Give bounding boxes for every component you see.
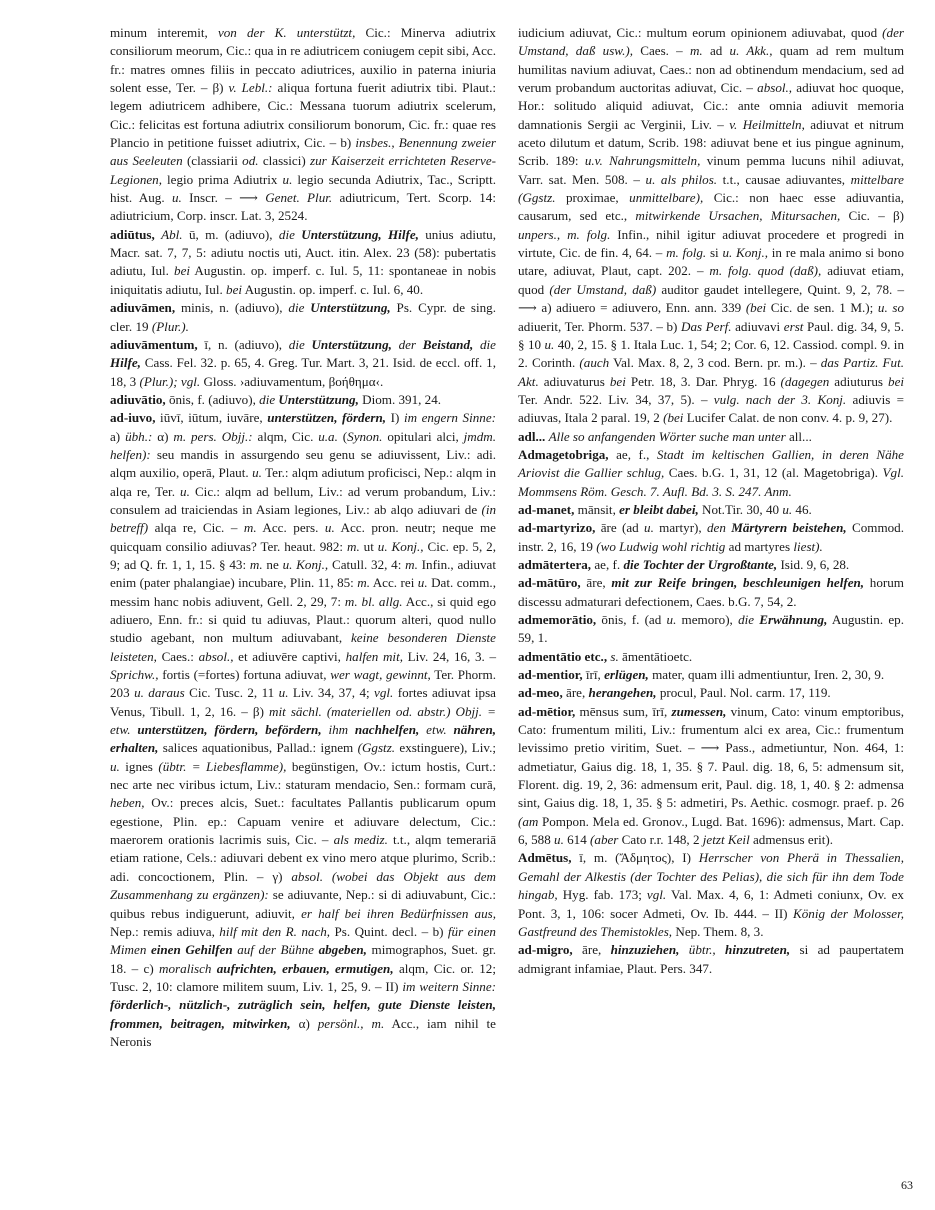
dictionary-entry: adiuvātio, ōnis, f. (adiuvo), die Unterstützung, Diom. 391, 24.: [110, 391, 442, 407]
dictionary-entry: admemorātio, ōnis, f. (ad u. memoro), die Erwähnung, Augustin. ep. 59, 1.: [518, 612, 904, 646]
dictionary-entry: adiuvāmen, minis, n. (adiuvo), die Unterstützung, Ps. Cypr. de sing. cler. 19 (Plur.).: [110, 300, 496, 334]
dictionary-entry: Admagetobriga, ae, f., Stadt im keltischen Gallien, in deren Nähe Ariovist die Gallier schlug, Caes. b.G. 1, 31, 12 (al. Magetobriga). Vgl. Mommsens Röm. Gesch. 7. Aufl. Bd. 3. S. 247. Anm.: [518, 446, 904, 499]
dictionary-entry: admātertera, ae, f. die Tochter der Urgroßtante, Isid. 9, 6, 28.: [518, 556, 850, 572]
dictionary-entry: minum interemit, von der K. unterstützt, Cic.: Minerva adiutrix consiliorum meorum, Cic.: qua in re adiutricem coniugem cepit sibi, Acc. fr.: matres omnes filiis in peccato adiutrices, auxilio in paterna iniuria solent esse, Ter. – β) v. Lebl.: aliqua fortuna fuerit adiutrix tibi. Plaut.: legem adiutricem adhibere, Cic.: Messana tuorum adiutrix scelerum, Cic.: felicitas est fortuna adiutrix consiliorum bonorum, Cic. fr.: quae res Plancio in petitione fuisset adiutrix, Cic. – b) insbes., Benennung zweier aus Seeleuten (classiarii od. classici) zur Kaiserzeit errichteten Reserve-Legionen, legio prima Adiutrix u. legio secunda Adiutrix, Tac., Scriptt. hist. Aug. u. Inscr. – ⟶ Genet. Plur. adiutricum, Tert. Scorp. 14: adiutricium, Corp. inscr. Lat. 3, 2524.: [110, 25, 496, 224]
dictionary-entry: ad-meo, āre, herangehen, procul, Paul. Nol. carm. 17, 119.: [518, 685, 831, 701]
dictionary-entry: Admētus, ī, m. (Ἄδμητος), I) Herrscher von Pherä in Thessalien, Gemahl der Alkestis (der Tochter des Pelias), die sich für ihn dem Tode hingab, Hyg. fab. 173; vgl. Val. Max. 4, 6, 1: Admeti coniunx, Ov. ex Pont. 3, 1, 106: socer Admeti, Ov. Ib. 444. – II) König der Molosser, Gastfreund des Themistokles, Nep. Them. 8, 3.: [518, 850, 904, 939]
dictionary-entry: adiuvāmentum, ī, n. (adiuvo), die Unterstützung, der Beistand, die Hilfe, Cass. Fel. 32. p. 65, 4. Greg. Tur. Mart. 3, 21. Isid. de eccl. off. 1, 18, 3 (Plur.); vgl. Gloss. ›adiuvamentum, βοήθημα‹.: [110, 336, 496, 389]
dictionary-entry: iudicium adiuvat, Cic.: multum eorum opinionem adiuvabat, quod (der Umstand, daß usw.), Caes. – m. ad u. Akk., quam ad rem multum humilitas navium adiuvat, Caes.: non ad obtinendum mendacium, sed ad verum probandum auctoritas adiuvat, Cic. – absol., adiuvat hoc quoque, Hor.: solitudo aliquid adiuvat, Cic.: ante omnia adiuvit memoria damnationis Sergii ac Verginii, Liv. – v. Heilmitteln, adiuvat et nitrum aceto dilutum et datum, Scrib. 198: adiuvat bene et ius pingue agninum, Scrib. 189: u.v. Nahrungsmitteln, vinum pemma lucuns nihil adiuvat, Varr. sat. Men. 508. – u. als philos. t.t., causae adiuvantes, mittelbare (Ggstz. proximae, unmittelbare), Cic.: non haec esse adiuvantia, causarum, sed etc., mitwirkende Ursachen, Mitursachen, Cic. – β) unpers., m. folg. Infin., nihil igitur adiuvat procedere et progredi in virtute, Cic. de fin. 4, 64. – m. folg. si u. Konj., in re mala animo si bono utare, adiuvat, Plaut, capt. 202. – m. folg. quod (daß), adiuvat etiam, quod (der Umstand, daß) auditor gaudet intellegere, Quint. 9, 2, 78. – ⟶ a) adiuero = adiuvero, Enn. ann. 339 (bei Cic. de sen. 1 M.); u. so adiuerit, Ter. Phorm. 537. – b) Das Perf. adiuvavi erst Paul. dig. 34, 9, 5. § 10 u. 40, 2, 15. § 1. Itala Luc. 1, 54; 2; Cor. 6, 12. Cassiod. compl. 9. in 2. Corinth. (auch Val. Max. 8, 2, 3 cod. Bern. pr. m.). – das Partiz. Fut. Akt. adiuvaturus bei Petr. 18, 3. Dar. Phryg. 16 (dagegen adiuturus bei Ter. Andr. 522. Liv. 34, 37, 5). – vulg. nach der 3. Konj. adiuvis = adiuvas, Itala 2 paral. 19, 2 (bei Lucifer Calat. de non conv. 4. p. 9, 27).: [518, 25, 905, 426]
page-number: 63: [901, 1178, 913, 1192]
dictionary-entry: ad-mātūro, āre, mit zur Reife bringen, beschleunigen helfen, horum discessu admaturari defectionem, Caes. b.G. 7, 54, 2.: [518, 575, 904, 609]
dictionary-entry: adiūtus, Abl. ū, m. (adiuvo), die Unterstützung, Hilfe, unius adiutu, Macr. sat. 7, 7, 5: adiutu noctis uti, Auct. itin. Alex. 23 (58): pubertatis adiutu, Iul. bei Augustin. op. imperf. c. Iul. 5, 11: spontaneae in nobis iniquitatis adiutu, Iul. bei Augustin. op. imperf. c. Iul. 6, 40.: [110, 226, 496, 297]
right-column: [518, 24, 904, 978]
dictionary-entry: ad-iuvo, iūvī, iūtum, iuvāre, unterstützen, fördern, I) im engern Sinne: a) übh.: α) m. pers. Objj.: alqm, Cic. u.a. (Synon. opitulari alci, jmdm. helfen): seu mandis in assurgendo seu genu se adiuvissent, Liv.: adi. alqm auxilio, operā, Plaut. u. Ter.: alqm adiutum proficisci, Nep.: alqm in alqa re, Ter. u. Cic.: alqm ad bellum, Liv.: ad verum probandum, Liv.: consulem ad traiciendas in Asiam legiones, Liv.: ab alqo adiuvari de (in betreff) alqa re, Cic. – m. Acc. pers. u. Acc. pron. neutr; neque me quicquam consilio adiuvas? Ter. heaut. 982: m. ut u. Konj., Cic. ep. 5, 2, 9; ad Q. fr. 1, 1, 15. § 43: m. ne u. Konj., Catull. 32, 4: m. Infin., adiuvat enim (pater phalangiae) incubare, Plin. 11, 85: m. Acc. rei u. Dat. comm., messim hanc nobis adiuvent, Gell. 2, 29, 7: m. bl. allg. Acc., si quid ego adiuero, Enn. fr.: si quid tu adiuvas, Plaut.: quorum alteri, quod nullo studio agebant, non multum adiuvabant, keine besonderen Dienste leisteten, Caes.: absol., et adiuvēre captivi, halfen mit, Liv. 24, 16, 3. – Sprichw., fortis (=fortes) fortuna adiuvat, wer wagt, gewinnt, Ter. Phorm. 203 u. daraus Cic. Tusc. 2, 11 u. Liv. 34, 37, 4; vgl. fortes adiuvat ipsa Venus, Tibull. 1, 2, 16. – β) mit sächl. (materiellen od. abstr.) Objj. = etw. unterstützen, fördern, befördern, ihm nachhelfen, etw. nähren, erhalten, salices aquationibus, Pallad.: ignem (Ggstz. exstinguere), Liv.; u. ignes (übtr. = Liebesflamme), begünstigen, Ov.: ictum hostis, Curt.: nec arte nec viribus ictum, Liv.: staturam mendacio, Sen.: formam curā, heben, Ov.: preces alcis, Suet.: facultates Pallantis publicarum opum egestione, Plin. ep.: Capuam venire et adiuvare delectum, Cic.: maerorem orationis lacrimis suis, Cic. – als mediz. t.t., alqm temerariā etiam ratione, Cels.: adiuvari debent ex vino mero atque plurimo, Scrib.: adi. concoctionem, Plin. – γ) absol. (wobei das Objekt aus dem Zusammenhang zu ergänzen): se adiuvante, Nep.: si di adiuvabunt, Cic.: quibus rebus indiguerunt, adiuvit, er half bei ihren Bedürfnissen aus, Nep.: remis adiuva, hilf mit den R. nach, Ps. Quint. decl. – b) für einen Mimen einen Gehilfen auf der Bühne abgeben, mimographos, Suet. gr. 18. – c) moralisch aufrichten, erbauen, ermutigen, alqm, Cic. or. 12; Tusc. 2, 10: clamore militem suum, Liv. 1, 25, 9. – II) im weitern Sinne: förderlich-, nützlich-, zuträglich sein, helfen, gute Dienste leisten, frommen, beitragen, mitwirken, α) persönl., m. Acc., iam nihil te Neronis: [110, 410, 497, 1049]
dictionary-entry: ad-migro, āre, hinzuziehen, übtr., hinzutreten, si ad paupertatem admigrant infamiae, Plaut. Pers. 347.: [518, 942, 904, 976]
dictionary-entry: ad-martyrizo, āre (ad u. martyr), den Märtyrern beistehen, Commod. instr. 2, 16, 19 (wo Ludwig wohl richtig ad martyres liest).: [518, 520, 904, 554]
dictionary-entry: adl... Alle so anfangenden Wörter suche man unter all...: [518, 428, 812, 444]
dictionary-entry: admentātio etc., s. āmentātioetc.: [518, 648, 693, 664]
dictionary-entry: ad-mentior, īrī, erlügen, mater, quam illi admentiuntur, Iren. 2, 30, 9.: [518, 667, 885, 683]
dictionary-entry: ad-manet, mānsit, er bleibt dabei, Not.Tir. 30, 40 u. 46.: [518, 501, 812, 517]
left-column: [110, 24, 496, 1051]
dictionary-entry: ad-mētior, mēnsus sum, īrī, zumessen, vinum, Cato: vinum emptoribus, Cato: frumentum militi, Liv.: frumentum alci ex area, Cic.: frumentum levissimo pretio viritim, Suet. – ⟶ Pass., admetiuntur, Non. 464, 1: admetiatur, Gaius dig. 18, 1, 35. § 7. Paul. dig. 18, 6, 5: admensum sit, Florent. dig. 19, 2, 36: admensum erit, Paul. dig. 18, 1, 40. § 2: admensa sint, Gaius dig. 18, 1, 35. § 5: admetiri, Ps. Aethic. cosmogr. praef. p. 26 (am Pompon. Mela ed. Gronov., Lugd. Bat. 1696): admensus, Mart. Cap. 6, 588 u. 614 (aber Cato r.r. 148, 2 jetzt Keil admensus erit).: [518, 703, 904, 848]
